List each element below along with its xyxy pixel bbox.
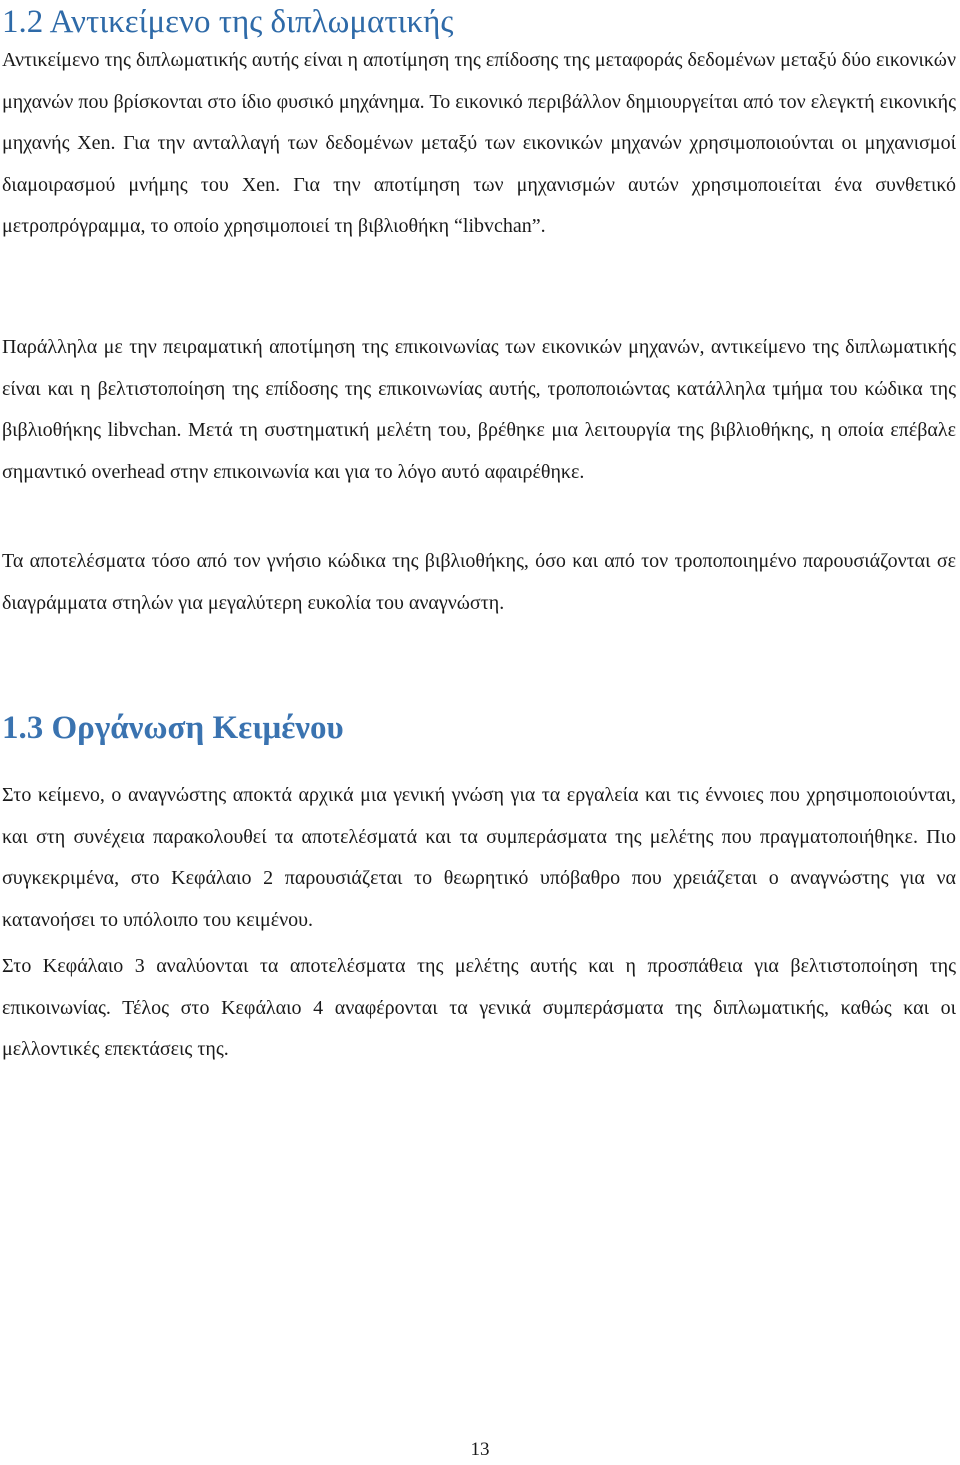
paragraph-objective-1: Αντικείμενο της διπλωματικής αυτής είναι η αποτίμηση της επίδοσης της μεταφοράς δεδομένων μεταξύ δύο εικονικών μηχανών που βρίσκονται στο ίδιο φυσικό μηχάνημα. Το εικονικό περιβάλλον δημιουργείται από τον ελεγκτή εικονικής μηχανής Xen. Για την ανταλλαγή των δεδομένων μεταξύ των εικονικών μηχανών χρησιμοποιούνται οι μηχανισμοί διαμοιρασμού μνήμης του Xen. Για την αποτίμηση των μηχανισμών αυτών χρησιμοποιείται ένα συνθετικό μετροπρόγραμμα, το οποίο χρησιμοποιεί τη βιβλιοθήκη “libvchan”. <box>2 49 956 237</box>
page-number: 13 <box>470 1439 490 1460</box>
paragraph-objective-3: Τα αποτελέσματα τόσο από τον γνήσιο κώδικα της βιβλιοθήκης, όσο και από τον τροποποιημένο παρουσιάζονται σε διαγράμματα στηλών για μεγαλύτερη ευκολία του αναγνώστη. <box>2 550 956 614</box>
section-heading-1-3: 1.3 Οργάνωση Κειμένου <box>2 710 344 746</box>
paragraph-organization-2: Στο Κεφάλαιο 3 αναλύονται τα αποτελέσματα της μελέτης αυτής και η προσπάθεια για βελτιστοποίηση της επικοινωνίας. Τέλος στο Κεφάλαιο 4 αναφέρονται τα γενικά συμπεράσματα της διπλωματικής, καθώς και οι μελλοντικές επεκτάσεις της. <box>2 955 956 1060</box>
paragraph-objective-2: Παράλληλα με την πειραματική αποτίμηση της επικοινωνίας των εικονικών μηχανών, αντικείμενο της διπλωματικής είναι και η βελτιστοποίηση της επίδοσης της επικοινωνίας αυτής, τροποποιώντας κατάλληλα τμήμα του κώδικα της βιβλιοθήκης libvchan. Μετά τη συστηματική μελέτη του, βρέθηκε μια λειτουργία της βιβλιοθήκης, η οποία επέβαλε σημαντικό overhead στην επικοινωνία και για το λόγο αυτό αφαιρέθηκε. <box>2 336 956 483</box>
paragraph-organization-1: Στο κείμενο, ο αναγνώστης αποκτά αρχικά μια γενική γνώση για τα εργαλεία και τις έννοιες που χρησιμοποιούνται, και στη συνέχεια παρακολουθεί τα αποτελέσματά και τα συμπεράσματα της μελέτης που πραγματοποιήθηκε. Πιο συγκεκριμένα, στο Κεφάλαιο 2 παρουσιάζεται το θεωρητικό υπόβαθρο που χρειάζεται ο αναγνώστης για να κατανοήσει το υπόλοιπο του κειμένου. <box>2 784 956 931</box>
section-heading-1-2: 1.2 Αντικείμενο της διπλωματικής <box>2 4 454 40</box>
